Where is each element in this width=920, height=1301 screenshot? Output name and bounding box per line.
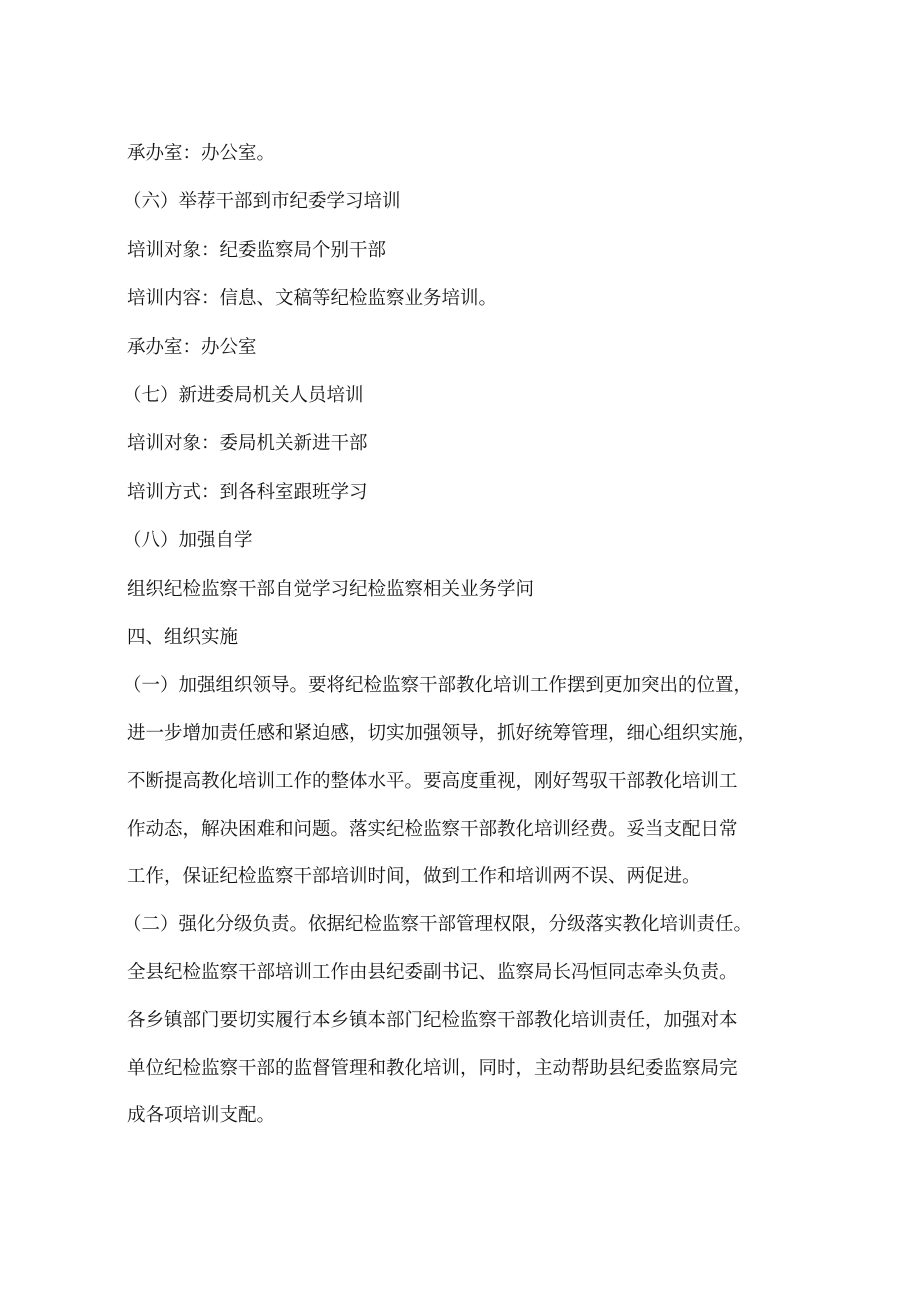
document-body: [123, 134, 807, 1138]
text-line: 培训方式：到各科室跟班学习: [127, 481, 368, 503]
paragraph-line: （一）加强组织领导。要将纪检监察干部教化培训工作摆到更加突出的位置，: [123, 675, 753, 697]
paragraph-line: 工作，保证纪检监察干部培训时间，做到工作和培训两不误、两促进。: [127, 866, 701, 888]
text-line: 承办室：办公室。: [127, 143, 276, 164]
paragraph-line: 单位纪检监察干部的监督管理和教化培训，同时，主动帮助县纪委监察局完: [127, 1057, 738, 1079]
paragraph-line: 进一步增加责任感和紧迫感，切实加强领导，抓好统筹管理，细心组织实施，: [127, 723, 757, 745]
paragraph-line: 各乡镇部门要切实履行本乡镇本部门纪检监察干部教化培训责任，加强对本: [127, 1009, 738, 1031]
paragraph-line: 不断提高教化培训工作的整体水平。要高度重视，刚好驾驭干部教化培训工: [127, 770, 738, 792]
paragraph-line: 作动态，解决困难和问题。落实纪检监察干部教化培训经费。妥当支配日常: [127, 818, 738, 840]
paragraph-line: 全县纪检监察干部培训工作由县纪委副书记、监察局长冯恒同志牵头负责。: [127, 962, 738, 984]
paragraph-graded-responsibility: [123, 905, 807, 1138]
paragraph-organization-leadership: [123, 666, 807, 905]
chapter-heading: 四、组织实施: [127, 626, 239, 648]
paragraph-line: （二）强化分级负责。依据纪检监察干部管理权限，分级落实教化培训责任。: [123, 914, 753, 936]
text-line: 培训对象：纪委监察局个别干部: [127, 239, 387, 261]
text-line: 组织纪检监察干部自觉学习纪检监察相关业务学问: [127, 578, 535, 600]
text-line: 承办室：办公室: [127, 336, 257, 358]
paragraph-line: 成各项培训支配。: [127, 1105, 276, 1127]
section-heading: （六）举荐干部到市纪委学习培训: [123, 191, 401, 213]
section-heading: （八）加强自学: [123, 530, 253, 552]
text-line: 培训内容：信息、文稿等纪检监察业务培训。: [127, 288, 498, 310]
section-heading: （七）新进委局机关人员培训: [123, 384, 364, 406]
text-line: 培训对象：委局机关新进干部: [127, 433, 368, 455]
